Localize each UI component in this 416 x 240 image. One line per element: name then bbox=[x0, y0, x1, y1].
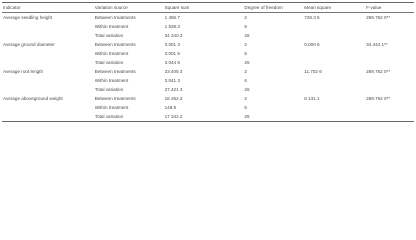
degree-of-freedom-cell: 2 bbox=[244, 69, 247, 74]
f-value-cell: 289.762 0** bbox=[366, 15, 391, 20]
table-row bbox=[2, 22, 414, 31]
mean-square-cell: 728.3 5 bbox=[304, 15, 320, 20]
indicator-cell: Average root length bbox=[3, 69, 44, 74]
degree-of-freedom-cell: 26 bbox=[244, 60, 250, 65]
degree-of-freedom-cell: 6 bbox=[244, 105, 247, 110]
square-sum-cell: 17 342.2 bbox=[164, 114, 183, 119]
degree-of-freedom-cell: 26 bbox=[244, 114, 250, 119]
indicator-cell: Average seedling height bbox=[3, 15, 53, 20]
square-sum-cell: 27.421 3 bbox=[164, 87, 183, 92]
variation-source-cell: Between treatments bbox=[94, 96, 136, 101]
variation-source-cell: Between treatments bbox=[94, 69, 136, 74]
variation-source-cell: Between treatments bbox=[94, 42, 136, 47]
f-value-cell: 289.762 0** bbox=[366, 69, 391, 74]
square-sum-cell: 34 240.3 bbox=[164, 33, 183, 38]
table-row bbox=[2, 76, 414, 85]
variation-source-cell: Within treatment bbox=[94, 51, 129, 56]
header-f-value: F-value bbox=[366, 5, 382, 10]
table-row bbox=[2, 49, 414, 58]
table-row bbox=[2, 94, 414, 103]
variation-source-cell: Within treatment bbox=[94, 78, 129, 83]
square-sum-cell: 0.041 3 bbox=[164, 78, 180, 83]
variation-source-cell: Total variation bbox=[94, 87, 124, 92]
table-row bbox=[2, 13, 414, 22]
degree-of-freedom-cell: 6 bbox=[244, 78, 247, 83]
mean-square-cell: 0.000 6 bbox=[304, 42, 320, 47]
table-row bbox=[2, 58, 414, 67]
square-sum-cell: 16 262.3 bbox=[164, 96, 183, 101]
mean-square-cell: 8 131.1 bbox=[304, 96, 320, 101]
square-sum-cell: 0.044 8 bbox=[164, 60, 180, 65]
variation-source-cell: Within treatment bbox=[94, 105, 129, 110]
degree-of-freedom-cell: 26 bbox=[244, 87, 250, 92]
anova-table bbox=[2, 2, 414, 122]
table-row bbox=[2, 112, 414, 121]
table-row bbox=[2, 67, 414, 76]
table-body bbox=[2, 13, 414, 121]
square-sum-cell: 148.9 bbox=[164, 105, 177, 110]
degree-of-freedom-cell: 2 bbox=[244, 96, 247, 101]
table-header bbox=[2, 3, 414, 13]
degree-of-freedom-cell: 2 bbox=[244, 42, 247, 47]
f-value-cell: 34.344 1** bbox=[366, 42, 388, 47]
variation-source-cell: Total variation bbox=[94, 60, 124, 65]
table-row bbox=[2, 85, 414, 94]
square-sum-cell: 0.001 3 bbox=[164, 42, 180, 47]
header-variation-source: Variation source bbox=[94, 5, 128, 10]
square-sum-cell: 1 538.3 bbox=[164, 24, 180, 29]
variation-source-cell: Within treatment bbox=[94, 24, 129, 29]
header-indicator: Indicator bbox=[3, 5, 21, 10]
degree-of-freedom-cell: 2 bbox=[244, 15, 247, 20]
square-sum-cell: 23.405 3 bbox=[164, 69, 183, 74]
header-square-sum: Square sum bbox=[164, 5, 190, 10]
degree-of-freedom-cell: 6 bbox=[244, 51, 247, 56]
header-mean-square: Mean square bbox=[304, 5, 332, 10]
degree-of-freedom-cell: 6 bbox=[244, 24, 247, 29]
variation-source-cell: Total variation bbox=[94, 114, 124, 119]
mean-square-cell: 11.702 6 bbox=[304, 69, 322, 74]
header-degree-of-freedom: Degree of freedom bbox=[244, 5, 283, 10]
variation-source-cell: Between treatments bbox=[94, 15, 136, 20]
indicator-cell: Average ground diameter bbox=[3, 42, 55, 47]
indicator-cell: Average aboveground weight bbox=[3, 96, 63, 101]
table-row bbox=[2, 103, 414, 112]
degree-of-freedom-cell: 26 bbox=[244, 33, 250, 38]
table-row bbox=[2, 40, 414, 49]
square-sum-cell: 1 456.7 bbox=[164, 15, 180, 20]
variation-source-cell: Total variation bbox=[94, 33, 124, 38]
square-sum-cell: 0.001 5 bbox=[164, 51, 180, 56]
table-row bbox=[2, 31, 414, 40]
f-value-cell: 289.762 0** bbox=[366, 96, 391, 101]
